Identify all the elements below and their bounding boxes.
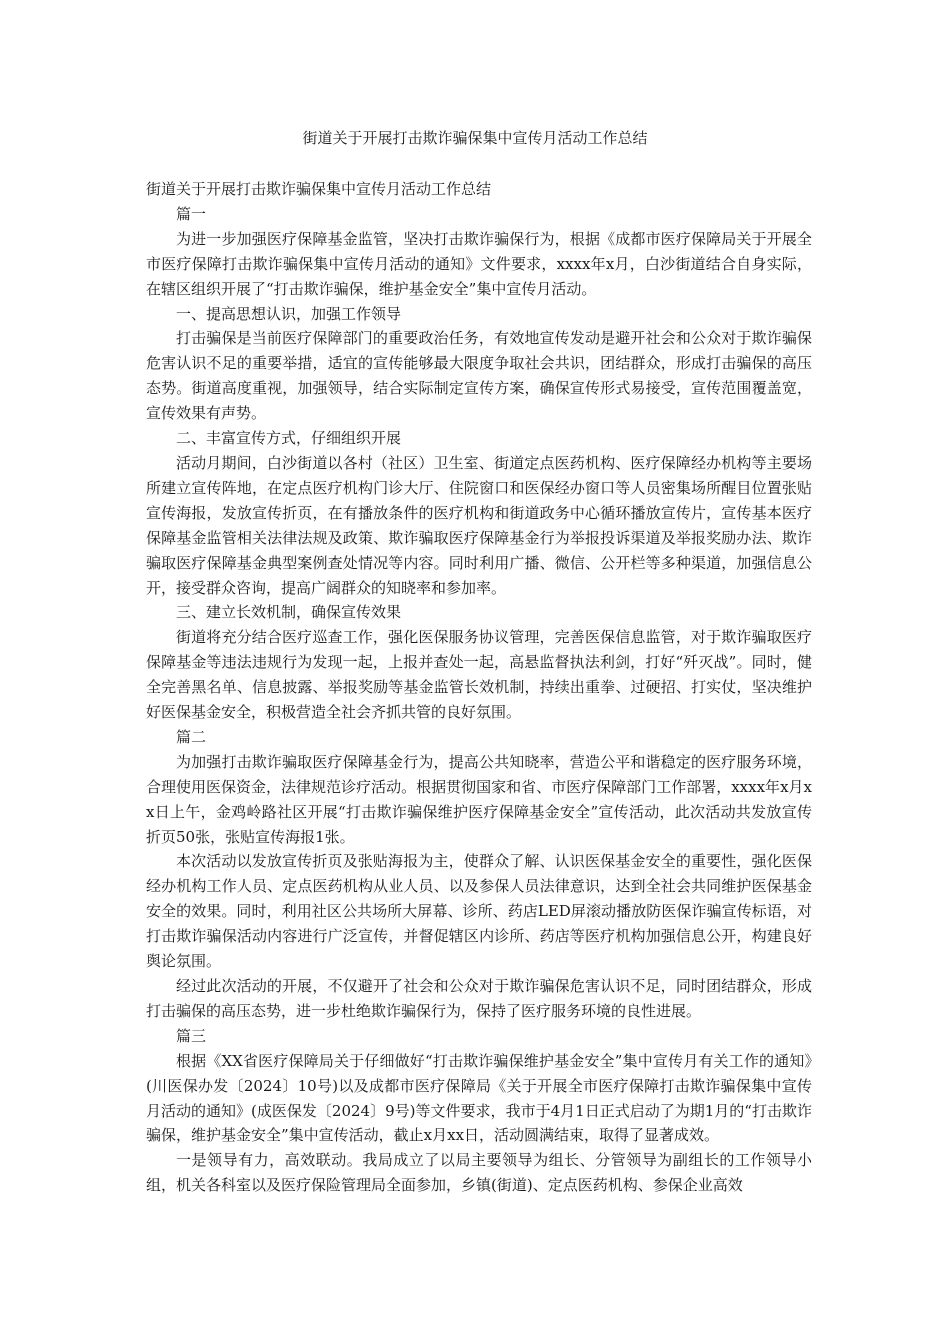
document-title: 街道关于开展打击欺诈骗保集中宣传月活动工作总结 (302, 129, 648, 147)
body-paragraph: 篇二 (176, 727, 207, 746)
body-paragraph: 篇三 (176, 1026, 207, 1045)
document-body (146, 177, 812, 1198)
body-paragraph: 活动月期间，白沙街道以各村（社区）卫生室、街道定点医药机构、医疗保障经办机构等主要场所建立宣传阵地，在定点医疗机构门诊大厅、住院窗口和医保经办窗口等人员密集场所醒目位置张贴宣传海报，发放宣传折页，在有播放条件的医疗机构和街道政务中心循环播放宣传片，宣传基本医疗保障基金监管相关法律法规及政策、欺诈骗取医疗保障基金行为举报投诉渠道及举报奖励办法、欺诈骗取医疗保障基金典型案例查处情况等内容。同时利用广播、微信、公开栏等多种渠道，加强信息公开，接受群众咨询，提高广阔群众的知晓率和参加率。 (146, 453, 812, 597)
document-subtitle: 街道关于开展打击欺诈骗保集中宣传月活动工作总结 (146, 180, 492, 198)
body-paragraph: 经过此次活动的开展，不仅避开了社会和公众对于欺诈骗保危害认识不足，同时团结群众，形成打击骗保的高压态势，进一步杜绝欺诈骗保行为，保持了医疗服务环境的良性进展。 (146, 977, 812, 1020)
body-paragraph: 街道将充分结合医疗巡查工作，强化医保服务协议管理，完善医保信息监管，对于欺诈骗取医疗保障基金等违法违规行为发现一起，上报并查处一起，高悬监督执法利剑，打好“歼灭战”。同时，健全完善黑名单、信息披露、举报奖励等基金监管长效机制，持续出重拳、过硬招、打实仗，坚决维护好医保基金安全，积极营造全社会齐抓共管的良好氛围。 (146, 628, 812, 722)
body-paragraph: 根据《XX省医疗保障局关于仔细做好“打击欺诈骗保维护基金安全”集中宣传月有关工作的通知》(川医保办发〔2024〕10号)以及成都市医疗保障局《关于开展全市医疗保障打击欺诈骗保集中宣传月活动的通知》(成医保发〔2024〕9号)等文件要求，我市于4月1日正式启动了为期1月的“打击欺诈骗保，维护基金安全”集中宣传活动，截止x月xx日，活动圆满结束，取得了显著成效。 (146, 1051, 812, 1145)
body-paragraph: 为进一步加强医疗保障基金监管，坚决打击欺诈骗保行为，根据《成都市医疗保障局关于开展全市医疗保障打击欺诈骗保集中宣传月活动的通知》文件要求，xxxx年x月，白沙街道结合自身实际，在辖区组织开展了“打击欺诈骗保，维护基金安全”集中宣传月活动。 (146, 229, 812, 298)
body-paragraph: 篇一 (176, 204, 207, 223)
body-paragraph: 三、建立长效机制，确保宣传效果 (176, 603, 402, 622)
body-paragraph: 打击骗保是当前医疗保障部门的重要政治任务，有效地宣传发动是避开社会和公众对于欺诈骗保危害认识不足的重要举措，适宜的宣传能够最大限度争取社会共识，团结群众，形成打击骗保的高压态势。街道高度重视，加强领导，结合实际制定宣传方案，确保宣传形式易接受，宣传范围覆盖宽，宣传效果有声势。 (146, 329, 812, 423)
body-paragraph: 一是领导有力，高效联动。我局成立了以局主要领导为组长、分管领导为副组长的工作领导小组，机关各科室以及医疗保险管理局全面参加，乡镇(街道)、定点医药机构、参保企业高效 (146, 1151, 812, 1195)
body-paragraph: 本次活动以发放宣传折页及张贴海报为主，使群众了解、认识医保基金安全的重要性，强化医保经办机构工作人员、定点医药机构从业人员、以及参保人员法律意识，达到全社会共同维护医保基金安全的效果。同时，利用社区公共场所大屏幕、诊所、药店LED屏滚动播放防医保诈骗宣传标语，对打击欺诈骗保活动内容进行广泛宣传，并督促辖区内诊所、药店等医疗机构加强信息公开，构建良好舆论氛围。 (146, 852, 812, 971)
body-paragraph: 二、丰富宣传方式，仔细组织开展 (176, 429, 402, 448)
body-paragraph: 为加强打击欺诈骗取医疗保障基金行为，提高公共知晓率，营造公平和谐稳定的医疗服务环境，合理使用医保资金，法律规范诊疗活动。根据贯彻国家和省、市医疗保障部门工作部署，xxxx年x月xx日上午，金鸡岭路社区开展“打击欺诈骗保维护医疗保障基金安全”宣传活动，此次活动共发放宣传折页50张，张贴宣传海报1张。 (146, 752, 812, 846)
body-paragraph: 一、提高思想认识，加强工作领导 (176, 304, 402, 323)
